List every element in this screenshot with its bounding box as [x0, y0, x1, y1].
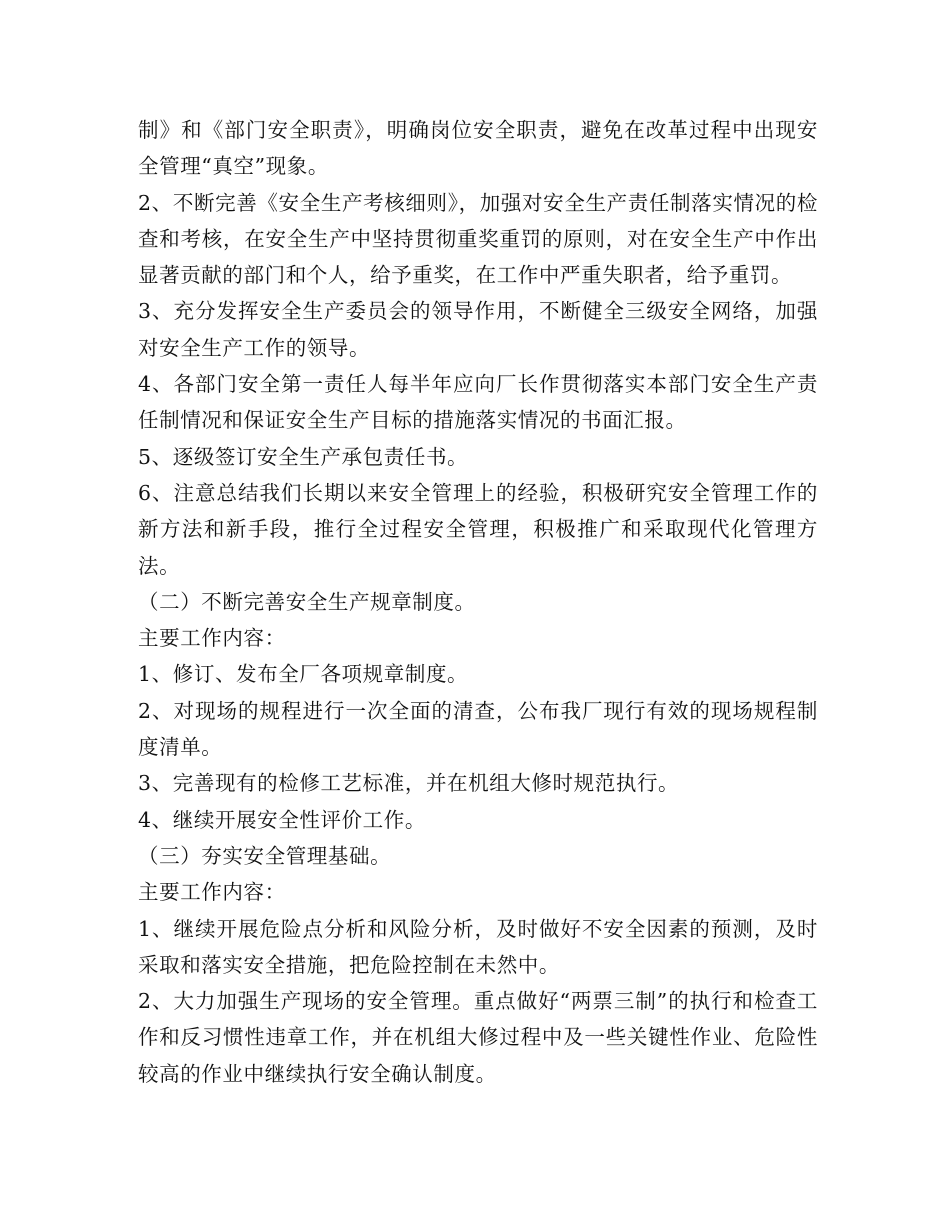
paragraph-rules-3: 3、完善现有的检修工艺标准，并在机组大修时规范执行。 — [138, 771, 680, 796]
paragraph-rules-4: 4、继续开展安全性评价工作。 — [138, 807, 426, 832]
paragraph-item-6-methods: 6、注意总结我们长期以来安全管理上的经验，积极研究安全管理工作的新方法和新手段，推行全过程安全管理，积极推广和采取现代化管理方法。 — [138, 480, 818, 578]
paragraph-continuation: 制》和《部门安全职责》，明确岗位安全职责，避免在改革过程中出现安全管理“真空”现象。 — [138, 118, 818, 179]
section-heading-3: （三）夯实安全管理基础。 — [138, 843, 392, 868]
section-heading-2: （二）不断完善安全生产规章制度。 — [138, 589, 476, 614]
paragraph-item-2-assessment: 2、不断完善《安全生产考核细则》，加强对安全生产责任制落实情况的检查和考核，在安全生产中坚持贯彻重奖重罚的原则，对在安全生产中作出显著贡献的部门和个人，给予重奖，在工作中严重失职者，给予重罚。 — [138, 190, 818, 288]
paragraph-item-5-contract: 5、逐级签订安全生产承包责任书。 — [138, 444, 469, 469]
main-content-label: 主要工作内容： — [138, 880, 286, 905]
paragraph-item-3-committee: 3、充分发挥安全生产委员会的领导作用，不断健全三级安全网络，加强对安全生产工作的领导。 — [138, 299, 818, 360]
paragraph-rules-2: 2、对现场的规程进行一次全面的清查，公布我厂现行有效的现场规程制度清单。 — [138, 698, 818, 760]
paragraph-item-4-report: 4、各部门安全第一责任人每半年应向厂长作贯彻落实本部门安全生产责任制情况和保证安全生产目标的措施落实情况的书面汇报。 — [138, 372, 818, 433]
paragraph-rules-1: 1、修订、发布全厂各项规章制度。 — [138, 662, 469, 687]
main-content-label: 主要工作内容： — [138, 626, 286, 651]
document-body — [138, 112, 818, 1092]
paragraph-foundation-2: 2、大力加强生产现场的安全管理。重点做好“两票三制”的执行和检查工作和反习惯性违章工作，并在机组大修过程中及一些关键性作业、危险性较高的作业中继续执行安全确认制度。 — [138, 989, 818, 1086]
paragraph-foundation-1: 1、继续开展危险点分析和风险分析，及时做好不安全因素的预测，及时采取和落实安全措施，把危险控制在未然中。 — [138, 916, 818, 977]
